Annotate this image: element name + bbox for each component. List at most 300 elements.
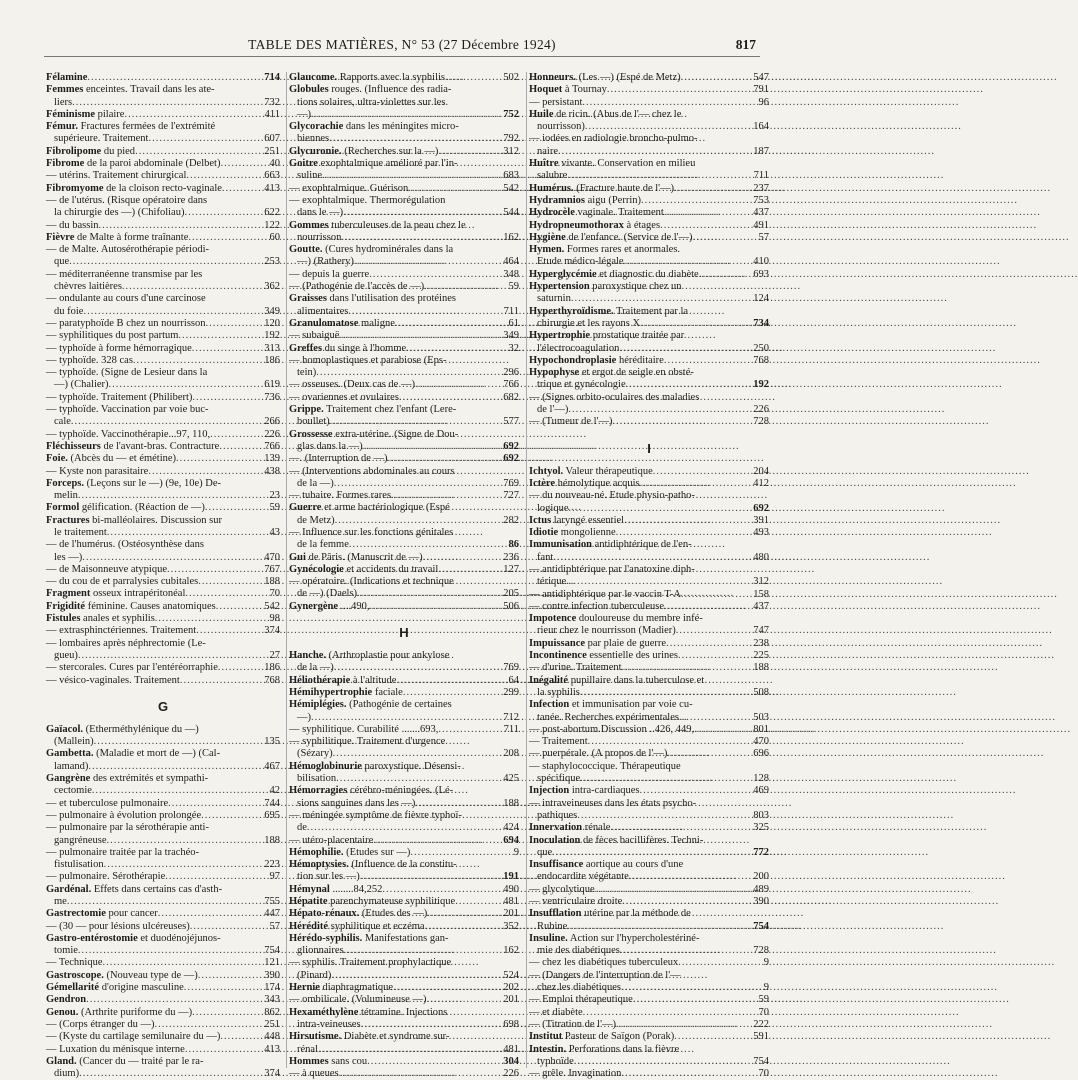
entry-subtext: (Leçons sur le —) (9e, 10e) De- [84, 477, 222, 489]
leader-dots [577, 810, 751, 822]
entry-text [46, 392, 192, 404]
entry-line [46, 945, 280, 957]
entry-subtext: — (Interventions abdominales au cours [289, 465, 455, 477]
entry-headword: Hémoptysies. [289, 859, 349, 871]
entry-headword: Fractures [46, 514, 90, 526]
entry-subtext: — de l'utérus. (Risque opératoire dans [46, 194, 208, 206]
index-entry [529, 109, 769, 134]
index-entry [529, 736, 769, 748]
leader-dots [205, 502, 268, 514]
entry-text [529, 601, 664, 613]
entry-line [46, 748, 280, 760]
entry-line [46, 478, 280, 490]
entry-text [54, 859, 104, 871]
entry-line [529, 576, 769, 588]
entry-text [289, 724, 438, 736]
entry-line [289, 416, 519, 428]
entry-text [529, 589, 681, 601]
entry-text [529, 1019, 616, 1031]
page-ref: 862 [264, 1006, 280, 1018]
leader-dots [135, 146, 262, 158]
entry-text [529, 207, 664, 219]
entry-subtext: Rapports avec la syphilis [337, 72, 446, 83]
entry-line [46, 921, 280, 933]
index-entry [529, 490, 769, 515]
entry-text [537, 687, 580, 699]
entry-text [529, 1068, 621, 1080]
entry-continuation: que [54, 256, 70, 268]
entry-text [54, 97, 72, 109]
entry-subtext: — vésico-vaginales. Traitement [46, 674, 180, 686]
leader-dots [679, 712, 751, 724]
entry-text [54, 552, 82, 564]
entry-subtext: — (Signes orbito-oculaires des maladies [529, 391, 700, 403]
entry-line [529, 1056, 769, 1068]
entry-text [297, 712, 311, 724]
entry-text [297, 232, 341, 244]
page-ref: 754 [753, 1055, 769, 1067]
entry-line [529, 970, 769, 982]
entry-continuation: les —) [54, 551, 83, 563]
entry-line [46, 957, 280, 969]
page-ref: 711 [503, 305, 519, 317]
entry-line [529, 158, 769, 170]
index-entry [529, 416, 769, 428]
page-ref: 693 [753, 268, 769, 280]
entry-text [297, 133, 329, 145]
entry-text [529, 367, 694, 379]
entry-text [46, 1031, 220, 1043]
entry-headword: Frigidité [46, 600, 86, 612]
entry-line [289, 121, 519, 133]
entry-line [46, 490, 280, 502]
page-ref: 32 [508, 342, 519, 354]
entry-continuation: endocardite végétante [537, 871, 629, 883]
entry-headword: Hémoglobinurie [289, 760, 362, 772]
page-ref: 736 [264, 391, 280, 403]
leader-dots [640, 785, 752, 797]
leader-dots [87, 72, 262, 84]
leader-dots [583, 1007, 757, 1019]
page-ref: 714 [264, 72, 280, 83]
entry-headword: Huile [529, 108, 554, 120]
entry-text [46, 220, 99, 232]
index-entry [289, 1056, 519, 1068]
entry-subtext: (Cancer du — traité par le ra- [76, 1055, 204, 1067]
index-entry [289, 724, 519, 736]
entry-subtext: — lombaires après néphrectomie (Le- [46, 637, 206, 649]
entry-line [289, 994, 519, 1006]
page-ref: 238 [753, 637, 769, 649]
entry-subtext: et duodénojéjunos- [137, 932, 221, 944]
entry-subtext: — exophtalmique. Thermorégulation [289, 194, 446, 206]
entry-line [529, 1068, 769, 1080]
leader-dots [124, 109, 262, 121]
entry-text [46, 773, 208, 785]
entry-subtext: mongolienne [558, 527, 616, 539]
index-entry [46, 1044, 280, 1056]
entry-text [297, 798, 415, 810]
entry-line [289, 884, 519, 896]
entry-text [289, 921, 425, 933]
entry-continuation: dium) [54, 1068, 80, 1080]
entry-line [46, 84, 280, 96]
page-ref: 204 [753, 465, 769, 477]
entry-line [289, 982, 519, 994]
entry-line [529, 269, 769, 281]
entry-text [529, 1044, 679, 1056]
index-entry [529, 761, 769, 786]
entry-subtext: de Malte à forme traînante [74, 231, 189, 243]
entry-subtext: aortique au cours d'une [583, 859, 684, 871]
entry-line [529, 810, 769, 822]
page-ref: 480 [753, 551, 769, 563]
entry-line [289, 588, 519, 600]
entry-line [46, 884, 280, 896]
entry-subtext: — à queues [289, 1068, 339, 1080]
entry-text [46, 613, 155, 625]
entry-subtext: — ovariennes et ovulaires [289, 391, 399, 403]
entry-subtext: dans les méningites micro- [343, 121, 459, 133]
page-ref: 464 [503, 256, 519, 268]
page-ref: 57 [758, 231, 769, 243]
entry-continuation: tanée. Recherches expérimentales [537, 711, 679, 723]
entry-text [529, 933, 699, 945]
entry-continuation: —) (Rathery) [297, 256, 354, 268]
entry-line [289, 97, 519, 109]
page-ref: 734 [753, 317, 769, 329]
entry-subtext: — Influence sur les fonctions génitales [289, 526, 454, 538]
entry-text [529, 232, 693, 244]
entry-text [289, 699, 452, 711]
index-entry [46, 1019, 280, 1031]
entry-continuation: tion sur les —) [297, 871, 360, 883]
entry-text [46, 539, 204, 551]
entry-text [529, 835, 703, 847]
index-entry [529, 207, 769, 219]
entry-headword: Hanche. [289, 650, 327, 662]
index-entry [289, 896, 519, 908]
entry-line [289, 601, 519, 613]
page-ref: 186 [264, 354, 280, 366]
entry-text [46, 318, 206, 330]
entry-subtext: (Abcès du — et émétine) [67, 453, 177, 465]
leader-dots [188, 232, 267, 244]
index-entry [529, 1031, 769, 1043]
entry-subtext: cérébro-méningées. (Lé- [347, 785, 454, 797]
entry-subtext: — paratyphoïde B chez un nourrisson [46, 317, 206, 329]
entry-headword: Gendron [46, 994, 87, 1006]
leader-dots [79, 1068, 262, 1080]
entry-headword: Humérus. [529, 182, 574, 194]
entry-text [529, 785, 640, 797]
entry-line [46, 625, 280, 637]
page-ref: 188 [264, 576, 280, 588]
entry-text [46, 146, 135, 158]
entry-line [529, 392, 769, 404]
entry-subtext: — Technique [46, 957, 103, 969]
leader-dots [360, 871, 502, 883]
entry-text [529, 613, 703, 625]
entry-headword: Fémur. [46, 121, 78, 133]
leader-dots [664, 355, 751, 367]
entry-line [529, 847, 769, 859]
leader-dots [622, 662, 752, 674]
leader-dots [580, 773, 751, 785]
entry-subtext: utérine par la méthode de [581, 908, 691, 920]
entry-continuation: du foie [54, 305, 84, 317]
index-entry [289, 429, 519, 454]
index-column-2 [286, 72, 519, 1080]
section-letter: G [157, 698, 169, 714]
leader-dots [167, 564, 262, 576]
entry-line [529, 921, 769, 933]
entry-headword: Injection [529, 785, 570, 797]
page-ref: 470 [264, 551, 280, 563]
page-ref: 503 [753, 711, 769, 723]
entry-text [529, 675, 704, 687]
entry-subtext: — persistant [529, 96, 583, 108]
index-entry [529, 466, 769, 478]
leader-dots [361, 1019, 502, 1031]
leader-dots [192, 1007, 262, 1019]
entry-text [46, 1007, 192, 1019]
entry-text [54, 896, 67, 908]
entry-continuation: intra-veineuses [297, 1018, 361, 1030]
leader-dots [406, 343, 506, 355]
entry-text [46, 195, 207, 207]
leader-dots [626, 379, 752, 391]
entry-continuation: naire [537, 145, 558, 157]
entry-text [46, 847, 199, 859]
entry-subtext: parenchymateuse syphilitique [327, 896, 456, 907]
entry-text [46, 871, 165, 883]
page-ref: 696 [753, 748, 769, 760]
index-entry [46, 146, 280, 158]
page-ref: 192 [753, 379, 769, 391]
entry-line [529, 871, 769, 883]
page-ref: 60 [269, 231, 280, 243]
index-entry [529, 884, 769, 896]
entry-line [289, 662, 519, 674]
index-entry [529, 798, 769, 823]
entry-continuation: spécifique [537, 773, 581, 785]
leader-dots [438, 724, 501, 736]
entry-headword: Infection [529, 699, 570, 711]
entry-subtext: — utéro-placentaire [289, 834, 374, 846]
entry-subtext: paroxystique chez un [589, 281, 682, 293]
entry-line [529, 712, 769, 724]
entry-subtext: de Pâris. (Manuscrit de —) [305, 551, 423, 563]
entry-text [46, 957, 103, 969]
entry-line [46, 306, 280, 318]
index-entry [289, 453, 519, 465]
entry-line [46, 429, 280, 441]
entry-text [289, 293, 456, 305]
index-entry [529, 478, 769, 490]
page-ref: 343 [264, 994, 280, 1006]
page-ref: 299 [503, 686, 519, 698]
index-entry [529, 613, 769, 638]
page-ref: 747 [753, 625, 769, 637]
entry-line [289, 699, 519, 711]
page-ref: 577 [503, 416, 519, 428]
section-letter: H [399, 625, 409, 641]
entry-line [529, 539, 769, 551]
entry-line [46, 281, 280, 293]
page-ref: 57 [269, 920, 280, 932]
entry-line [46, 453, 280, 465]
entry-text [54, 306, 83, 318]
entry-line [46, 1007, 280, 1019]
index-entry [46, 404, 280, 429]
page-ref: 437 [753, 600, 769, 612]
entry-subtext: — antidiphtérique par le vaccin T-A [529, 588, 681, 600]
page-ref: 266 [264, 416, 280, 428]
leader-dots [185, 588, 267, 600]
index-entry [529, 133, 769, 158]
entry-subtext: — (Tumeur de l'—) [529, 416, 613, 428]
entry-line [289, 810, 519, 822]
entry-continuation: tein) [297, 367, 317, 379]
page-ref: 447 [264, 908, 280, 920]
index-entry [289, 921, 519, 933]
entry-subtext: — syphilis. Traitement prophylactique [289, 957, 452, 969]
entry-text [46, 921, 190, 933]
page-ref: 803 [753, 809, 769, 821]
entry-line [46, 170, 280, 182]
leader-dots [318, 1044, 501, 1056]
entry-text [46, 404, 209, 416]
leader-dots [681, 589, 751, 601]
entry-subtext: —. (Interruption de —) [289, 453, 388, 465]
entry-text [529, 957, 678, 969]
entry-subtext: Perforations dans la fièvre [566, 1043, 680, 1055]
entry-subtext: Manifestations gan- [362, 932, 449, 944]
leader-dots [438, 564, 501, 576]
index-entry [46, 970, 280, 982]
entry-line [289, 736, 519, 748]
index-column-3 [526, 72, 769, 1080]
index-entry [529, 970, 769, 995]
entry-line [46, 859, 280, 871]
entry-text [289, 933, 449, 945]
entry-text [529, 416, 612, 428]
entry-line [46, 1068, 280, 1080]
entry-text [297, 478, 334, 490]
leader-dots [423, 552, 502, 564]
leader-dots [616, 1019, 751, 1031]
entry-continuation: lamand) [54, 760, 89, 772]
leader-dots [222, 183, 262, 195]
page-ref: 470 [753, 736, 769, 748]
entry-text [46, 72, 87, 84]
entry-text [289, 835, 373, 847]
page-ref: 744 [264, 797, 280, 809]
index-entry [46, 466, 280, 478]
entry-subtext: à étages [623, 219, 661, 231]
index-entry [46, 478, 280, 503]
entry-subtext: Effets dans certains cas d'asth- [91, 883, 223, 895]
entry-subtext: de la cloison recto-vaginale [103, 182, 222, 194]
leader-dots [370, 601, 502, 613]
entry-line [46, 1056, 280, 1068]
entry-line [289, 822, 519, 834]
entry-text [289, 72, 445, 84]
entry-subtext: (Etudes des —) [359, 908, 428, 920]
leader-dots [415, 798, 501, 810]
page-ref: 120 [264, 317, 280, 329]
entry-continuation: dans le —) [297, 207, 344, 219]
entry-text [297, 170, 322, 182]
entry-continuation: fistulisation [54, 859, 104, 871]
entry-text [46, 1019, 154, 1031]
index-entry [289, 982, 519, 994]
leader-dots [582, 97, 756, 109]
entry-subtext: et diagnostic du diabète. [596, 268, 702, 280]
index-entry [46, 183, 280, 195]
entry-line [529, 1019, 769, 1031]
entry-text [289, 601, 370, 613]
leader-dots [165, 871, 267, 883]
index-entry [289, 244, 519, 269]
index-entry [529, 97, 769, 109]
page-ref: 683 [503, 170, 519, 182]
page-ref: 390 [264, 969, 280, 981]
entry-headword: Hymen. [529, 244, 565, 256]
index-entry [529, 1068, 769, 1080]
leader-dots [558, 146, 751, 158]
leader-dots [196, 625, 262, 637]
entry-continuation: rénal [297, 1043, 318, 1055]
entry-text [529, 281, 682, 293]
leader-dots [78, 650, 268, 662]
entry-text [289, 121, 459, 133]
entry-text [289, 318, 395, 330]
entry-subtext: — chez les diabétiques tuberculeux [529, 957, 679, 969]
index-entry [289, 293, 519, 318]
index-entry [46, 244, 280, 269]
entry-line [289, 957, 519, 969]
entry-text [297, 588, 357, 600]
entry-line [529, 232, 769, 244]
entry-subtext: diaphragmatique [319, 982, 394, 994]
entry-subtext: — méningée symptôme de fièvre typhoï- [289, 809, 462, 821]
entry-text [46, 232, 188, 244]
entry-headword: Héliothérapie [289, 674, 351, 686]
leader-dots [624, 256, 752, 268]
leader-dots [660, 220, 751, 232]
leader-dots [88, 761, 262, 773]
entry-line [289, 84, 519, 96]
entry-text [289, 650, 449, 662]
index-entry [529, 662, 769, 674]
index-entry [529, 1007, 769, 1019]
entry-line [529, 330, 769, 342]
entry-subtext: féminine. Causes anatomiques [85, 600, 216, 612]
entry-line [289, 945, 519, 957]
leader-dots [190, 921, 268, 933]
entry-continuation: Rubine [537, 920, 568, 932]
index-entry [529, 822, 769, 834]
entry-line [289, 933, 519, 945]
entry-text [529, 355, 664, 367]
index-entry [289, 84, 519, 121]
leader-dots [311, 712, 501, 724]
entry-line [289, 133, 519, 145]
leader-dots [210, 429, 262, 441]
page-ref: 712 [503, 711, 519, 723]
